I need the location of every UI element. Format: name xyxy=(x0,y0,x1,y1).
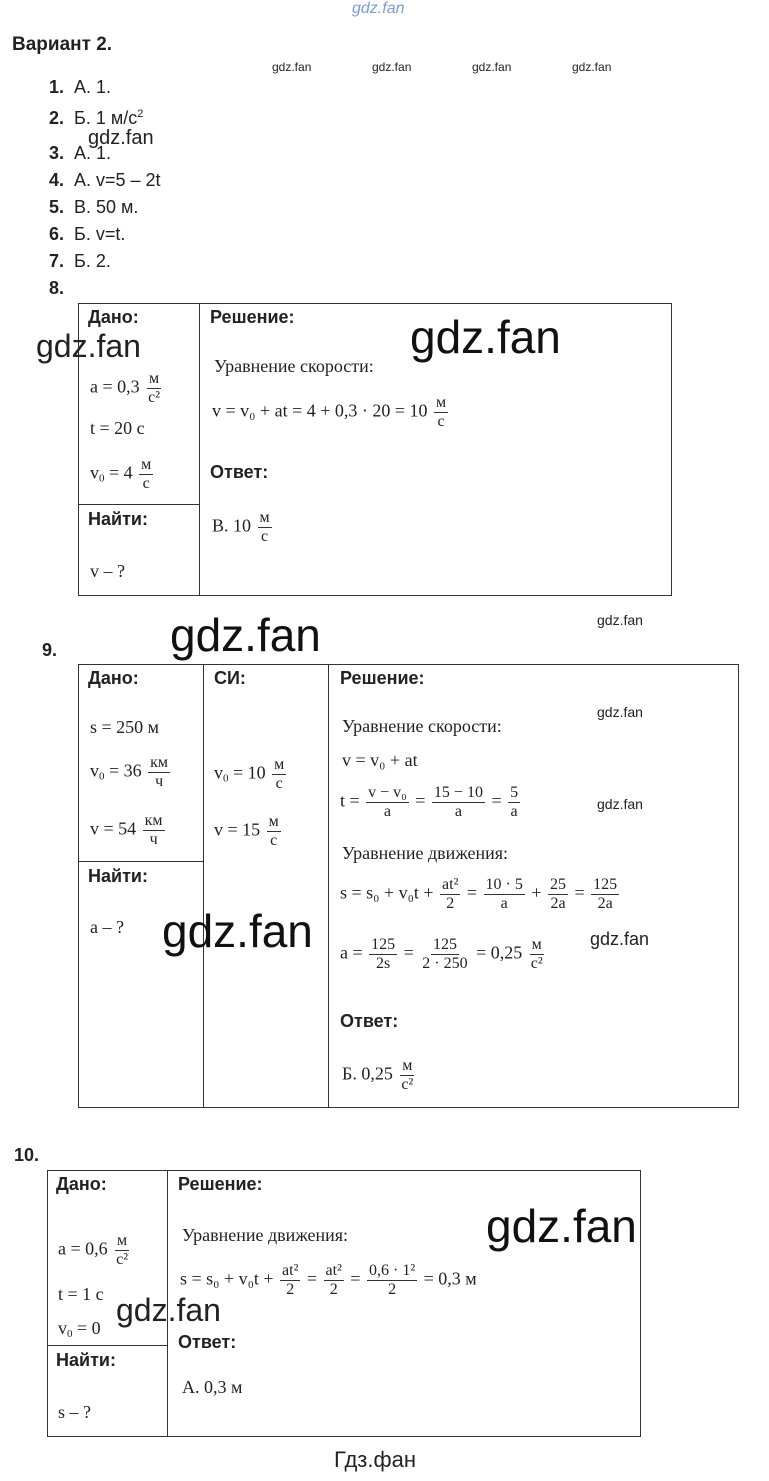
equation-t: t = $\frac{\text{v − v₀}}{a}$ = $\frac{15 - 10}{a}$ = $\frac{5}{a}$ xyxy=(340,784,519,820)
given-t: t = 20 с xyxy=(90,418,145,438)
watermark: gdz.fan xyxy=(597,704,643,720)
answer-item: 5. В. 50 м. xyxy=(48,197,139,217)
answer-value: Б. 0,25 $\frac{м}{\text{с²}}$ xyxy=(342,1057,414,1093)
given-v0: $v_0 = 36$ $\frac{км}{ч}$ xyxy=(90,754,169,790)
equation: v = v₀ + at xyxy=(342,750,418,770)
solution-label: Решение: xyxy=(178,1174,263,1194)
watermark: gdz.fan xyxy=(88,127,154,149)
watermark-top: gdz.fan xyxy=(352,0,405,17)
given-a: a = 0,6 $\frac{м}{\text{с²}}$ xyxy=(58,1232,129,1268)
answer-item: 1. А. 1. xyxy=(48,77,112,97)
answer-item: 6. Б. v=t. xyxy=(48,224,126,244)
equation-s: s = s₀ + v₀t + $\frac{\text{at²}}{2}$ = $\frac{\text{at²}}{2}$ = $\frac{\text{0,6 · 1²}}{2}$ = 0,3 м xyxy=(180,1262,477,1298)
given-a: a = 0,3 $\frac{м}{\text{с²}}$ xyxy=(90,370,161,406)
given-label: Дано: xyxy=(88,668,139,688)
given-label: Дано: xyxy=(88,307,139,327)
watermark: gdz.fan xyxy=(372,60,412,74)
solution-label: Решение: xyxy=(210,307,295,327)
given-v: v = 54 $\frac{км}{ч}$ xyxy=(90,812,163,848)
problem-10-number: 10. xyxy=(14,1145,40,1165)
watermark: gdz.fan xyxy=(472,60,512,74)
problem-8-table xyxy=(78,303,672,596)
given-v0: $v_0 = 0$ xyxy=(58,1318,101,1340)
given-t: t = 1 с xyxy=(58,1284,104,1304)
find-value: a – ? xyxy=(90,917,124,937)
find-value: s – ? xyxy=(58,1402,91,1422)
answer-value: А. 0,3 м xyxy=(182,1377,243,1397)
given-v0: $v_0 = 4$ $\frac{м}{с}$ xyxy=(90,456,152,492)
answer-label: Ответ: xyxy=(340,1011,399,1031)
footer-text: Гдз.фан xyxy=(334,1447,416,1472)
find-value: v – ? xyxy=(90,561,125,581)
page-title: Вариант 2. xyxy=(12,34,113,55)
find-label: Найти: xyxy=(88,509,148,529)
si-v0: $v_0 = 10$ $\frac{м}{с}$ xyxy=(214,756,285,792)
answer-label: Ответ: xyxy=(178,1332,237,1352)
si-v: v = 15 $\frac{м}{с}$ xyxy=(214,813,279,849)
watermark: gdz.fan xyxy=(590,929,650,949)
watermark: gdz.fan xyxy=(116,1292,221,1328)
equation-title: Уравнение движения: xyxy=(182,1225,349,1245)
given-label: Дано: xyxy=(56,1174,107,1194)
watermark: gdz.fan xyxy=(162,905,313,957)
answer-label: Ответ: xyxy=(210,462,269,482)
watermark: gdz.fan xyxy=(36,328,141,364)
answer-item: 7. Б. 2. xyxy=(48,251,111,271)
equation-a: a = $\frac{125}{2s}$ = $\frac{125}{2 \cdot 250}$ = 0,25 $\frac{м}{\text{с²}}$ xyxy=(340,936,543,972)
watermark: gdz.fan xyxy=(486,1200,637,1252)
equation-title: Уравнение скорости: xyxy=(342,716,502,736)
find-label: Найти: xyxy=(56,1350,116,1370)
answer-item: 2. Б. 1 $м/с^2$ xyxy=(48,108,144,128)
watermark: gdz.fan xyxy=(597,612,643,628)
answer-item: 4. А. v=5 – 2t xyxy=(48,170,161,190)
equation-s: s = s₀ + v₀t + $\frac{\text{at²}}{2}$ = $\frac{10 \cdot 5}{a}$ + $\frac{25}{2a}$ = $\frac{125}{2a}$ xyxy=(340,876,618,912)
watermark: gdz.fan xyxy=(170,609,321,661)
equation-title: Уравнение движения: xyxy=(342,843,509,863)
answer-value: В. 10 $\frac{м}{с}$ xyxy=(212,509,270,545)
answer-item: 8. xyxy=(48,278,64,298)
equation-title: Уравнение скорости: xyxy=(214,356,374,376)
watermark: gdz.fan xyxy=(410,311,561,363)
find-label: Найти: xyxy=(88,866,148,886)
answer-item: 3. А. 1. xyxy=(48,143,112,163)
problem-9-number: 9. xyxy=(42,640,58,660)
watermark: gdz.fan xyxy=(572,60,612,74)
si-label: СИ: xyxy=(214,668,246,688)
watermark: gdz.fan xyxy=(272,60,312,74)
equation: v = v₀ + at = 4 + 0,3 · 20 = 10 $\frac{м}{с}$ xyxy=(212,394,447,430)
given-s: s = 250 м xyxy=(90,717,160,737)
solution-label: Решение: xyxy=(340,668,425,688)
watermark: gdz.fan xyxy=(597,796,643,812)
